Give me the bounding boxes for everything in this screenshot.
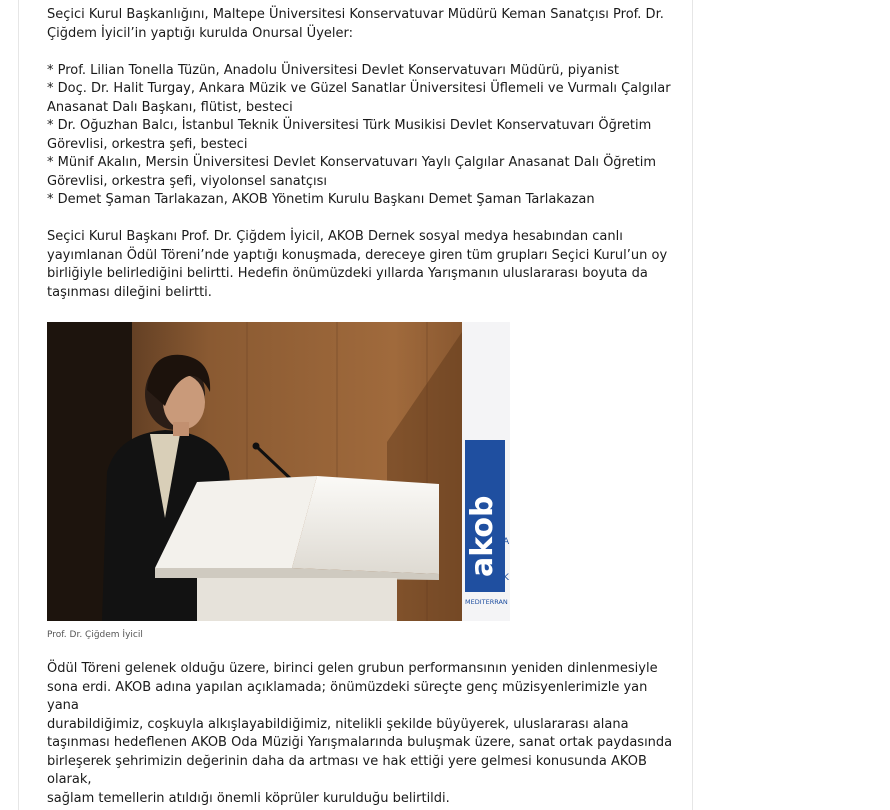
member-item — [47, 62, 677, 81]
member-item — [47, 154, 677, 191]
closing-line: birleşerek şehrimizin değerinin daha da artması ve hak ettiği yere gelmesi konusunda AKOB olarak, — [47, 753, 647, 787]
photo-caption: Prof. Dr. Çiğdem İyicil — [47, 630, 143, 640]
member-line: * Münif Akalın, Mersin Üniversitesi Devlet Konservatuvarı Yaylı Çalgılar Anasanat Dalı Öğretim — [47, 155, 656, 170]
member-line: * Dr. Oğuzhan Balcı, İstanbul Teknik Üniversitesi Türk Musikisi Devlet Konservatuvarı Öğretim — [47, 118, 652, 133]
banner-letter: A — [503, 537, 510, 547]
statement-line: yayımlanan Ödül Töreni’nde yaptığı konuşmada, dereceye giren tüm grupları Seçici Kurul’un oy — [47, 247, 668, 263]
intro-line: Seçici Kurul Başkanlığını, Maltepe Üniversitesi Konservatuvar Müdürü Keman Sanatçısı Prof. Dr. — [47, 7, 664, 22]
member-line: Görevlisi, orkestra şefi, besteci — [47, 136, 248, 152]
closing-paragraph — [47, 660, 677, 808]
podium — [155, 476, 439, 621]
member-item — [47, 191, 677, 210]
member-line: Anasanat Dalı Başkanı, flütist, besteci — [47, 99, 293, 115]
akob-logo: akob — [465, 495, 500, 577]
member-item — [47, 117, 677, 154]
banner-letter: K — [503, 573, 509, 583]
article-body — [47, 6, 677, 302]
member-line: Görevlisi, orkestra şefi, viyolonsel sanatçısı — [47, 173, 328, 189]
closing-line: durabildiğimiz, coşkuyla alkışlayabildiğimiz, nitelikli şekilde büyüyerek, uluslararası alana — [47, 716, 629, 732]
closing-line: Ödül Töreni gelenek olduğu üzere, birinci gelen grubun performansının yeniden dinlenmesiyle — [47, 661, 658, 676]
intro-paragraph — [47, 6, 677, 43]
statement-line: birliğiyle belirlediğini belirtti. Hedefin önümüzdeki yıllarda Yarışmanın uluslararası boyuta da — [47, 266, 648, 281]
article-photo — [47, 322, 510, 621]
closing-line: taşınması hedeflenen AKOB Oda Müziği Yarışmalarında buluşmak üzere, sanat ortak paydasında — [47, 735, 673, 750]
members-list — [47, 62, 677, 210]
closing-line: sağlam temellerin atıldığı önemli köprüler kurulduğu belirtildi. — [47, 790, 450, 806]
intro-line: Çiğdem İyicil’in yaptığı kurulda Onursal Üyeler: — [47, 25, 353, 41]
member-line: * Doç. Dr. Halit Turgay, Ankara Müzik ve Güzel Sanatlar Üniversitesi Üflemeli ve Vurmalı Çalgılar — [47, 81, 671, 96]
member-line: * Demet Şaman Tarlakazan, AKOB Yönetim Kurulu Başkanı Demet Şaman Tarlakazan — [47, 192, 595, 207]
member-item — [47, 80, 677, 117]
statement-paragraph — [47, 228, 677, 302]
closing-line: sona erdi. AKOB adına yapılan açıklamada; önümüzdeki süreçte genç müzisyenlerimizle yan yana — [47, 679, 648, 713]
statement-line: taşınması dileğini belirtti. — [47, 284, 212, 300]
statement-line: Seçici Kurul Başkanı Prof. Dr. Çiğdem İyicil, AKOB Dernek sosyal medya hesabından canlı — [47, 229, 623, 244]
photo-illustration — [47, 322, 510, 621]
banner-subtext: MEDITERRAN — [465, 598, 508, 606]
member-line: * Prof. Lilian Tonella Tüzün, Anadolu Üniversitesi Devlet Konservatuvarı Müdürü, piyanist — [47, 62, 619, 78]
